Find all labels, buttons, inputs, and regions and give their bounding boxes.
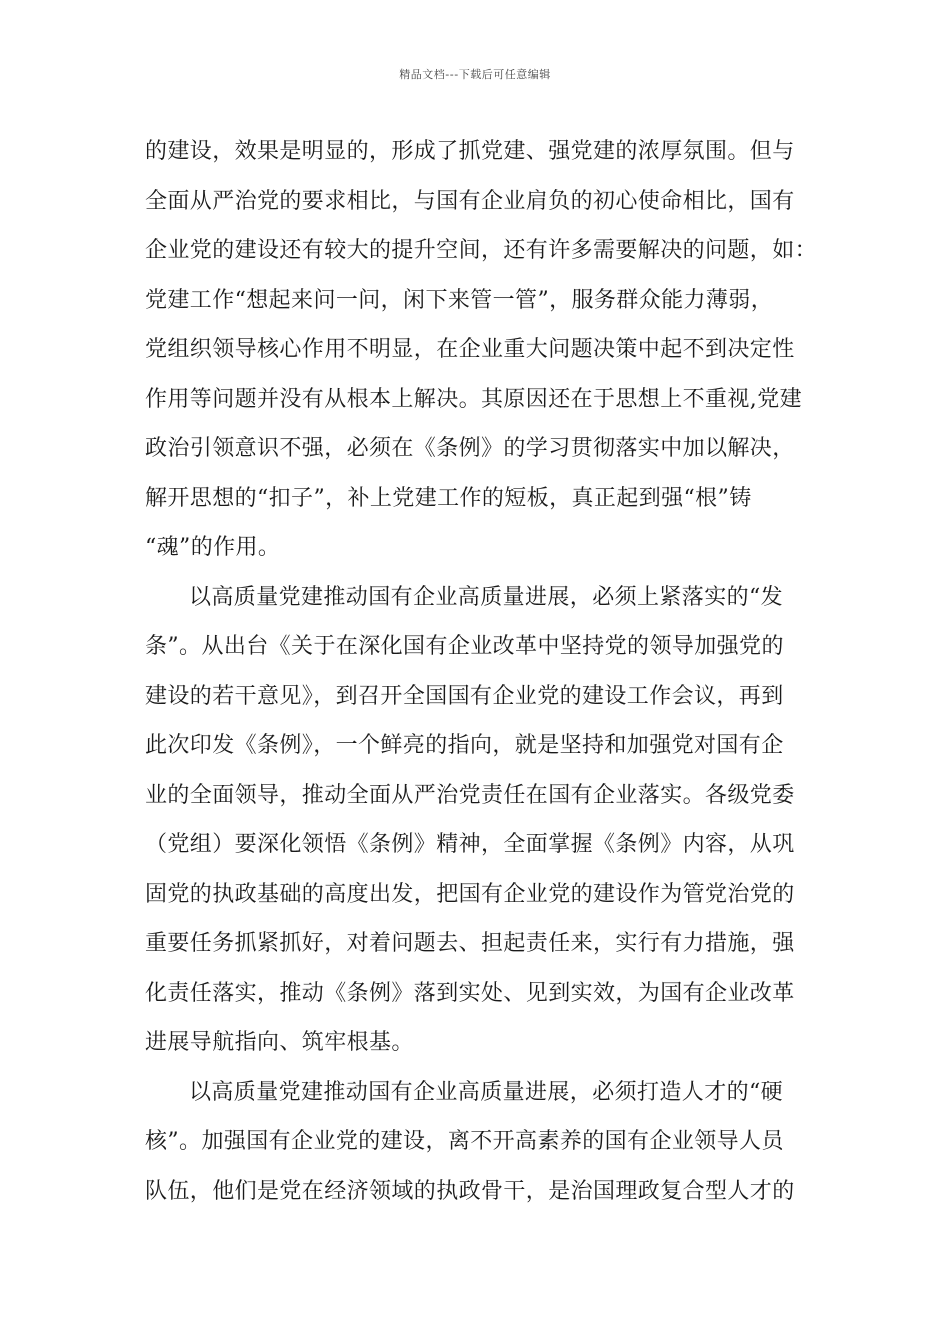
text-line: 作用等问题并没有从根本上解决。其原因还在于思想上不重视,党建 — [145, 386, 802, 412]
text-line: （党组）要深化领悟《条例》精神，全面掌握《条例》内容，从巩 — [145, 832, 795, 857]
paragraph-first-line: 以高质量党建推动国有企业高质量进展，必须打造人才的“硬 — [189, 1079, 784, 1105]
document-body — [145, 132, 825, 1221]
text-line: 建设的若干意见》，到召开全国国有企业党的建设工作会议，再到 — [145, 683, 784, 709]
text-line: 核”。加强国有企业党的建设，离不开高素养的国有企业领导人员 — [145, 1129, 784, 1154]
text-line: “魂”的作用。 — [145, 535, 281, 560]
page-header: 精品文档---下载后可任意编辑 — [399, 68, 551, 81]
text-line: 党组织领导核心作用不明显，在企业重大问题决策中起不到决定性 — [145, 337, 795, 362]
text-line: 政治引领意识不强，必须在《条例》的学习贯彻落实中加以解决， — [145, 436, 795, 461]
text-line: 业的全面领导，推动全面从严治党责任在国有企业落实。各级党委 — [145, 782, 795, 808]
text-line: 企业党的建设还有较大的提升空间，还有许多需要解决的问题，如： — [145, 238, 818, 263]
text-line: 此次印发《条例》，一个鲜亮的指向，就是坚持和加强党对国有企 — [145, 733, 784, 758]
text-line: 队伍，他们是党在经济领域的执政骨干，是治国理政复合型人才的 — [145, 1178, 795, 1204]
text-line: 解开思想的“扣子”，补上党建工作的短板，真正起到强“根”铸 — [145, 485, 752, 511]
text-line: 固党的执政基础的高度出发，把国有企业党的建设作为管党治党的 — [145, 881, 795, 907]
text-line: 化责任落实，推动《条例》落到实处、见到实效，为国有企业改革 — [145, 980, 795, 1006]
text-line: 的建设，效果是明显的，形成了抓党建、强党建的浓厚氛围。但与 — [145, 139, 795, 164]
text-line: 党建工作“想起来问一问，闲下来管一管”，服务群众能力薄弱， — [145, 287, 774, 313]
text-line: 全面从严治党的要求相比，与国有企业肩负的初心使命相比，国有 — [145, 188, 795, 214]
text-line: 重要任务抓紧抓好，对着问题去、担起责任来，实行有力措施，强 — [145, 931, 795, 956]
paragraph-first-line: 以高质量党建推动国有企业高质量进展，必须上紧落实的“发 — [189, 584, 784, 610]
text-line: 条”。从出台《关于在深化国有企业改革中坚持党的领导加强党的 — [145, 634, 784, 659]
text-line: 进展导航指向、筑牢根基。 — [145, 1030, 414, 1055]
